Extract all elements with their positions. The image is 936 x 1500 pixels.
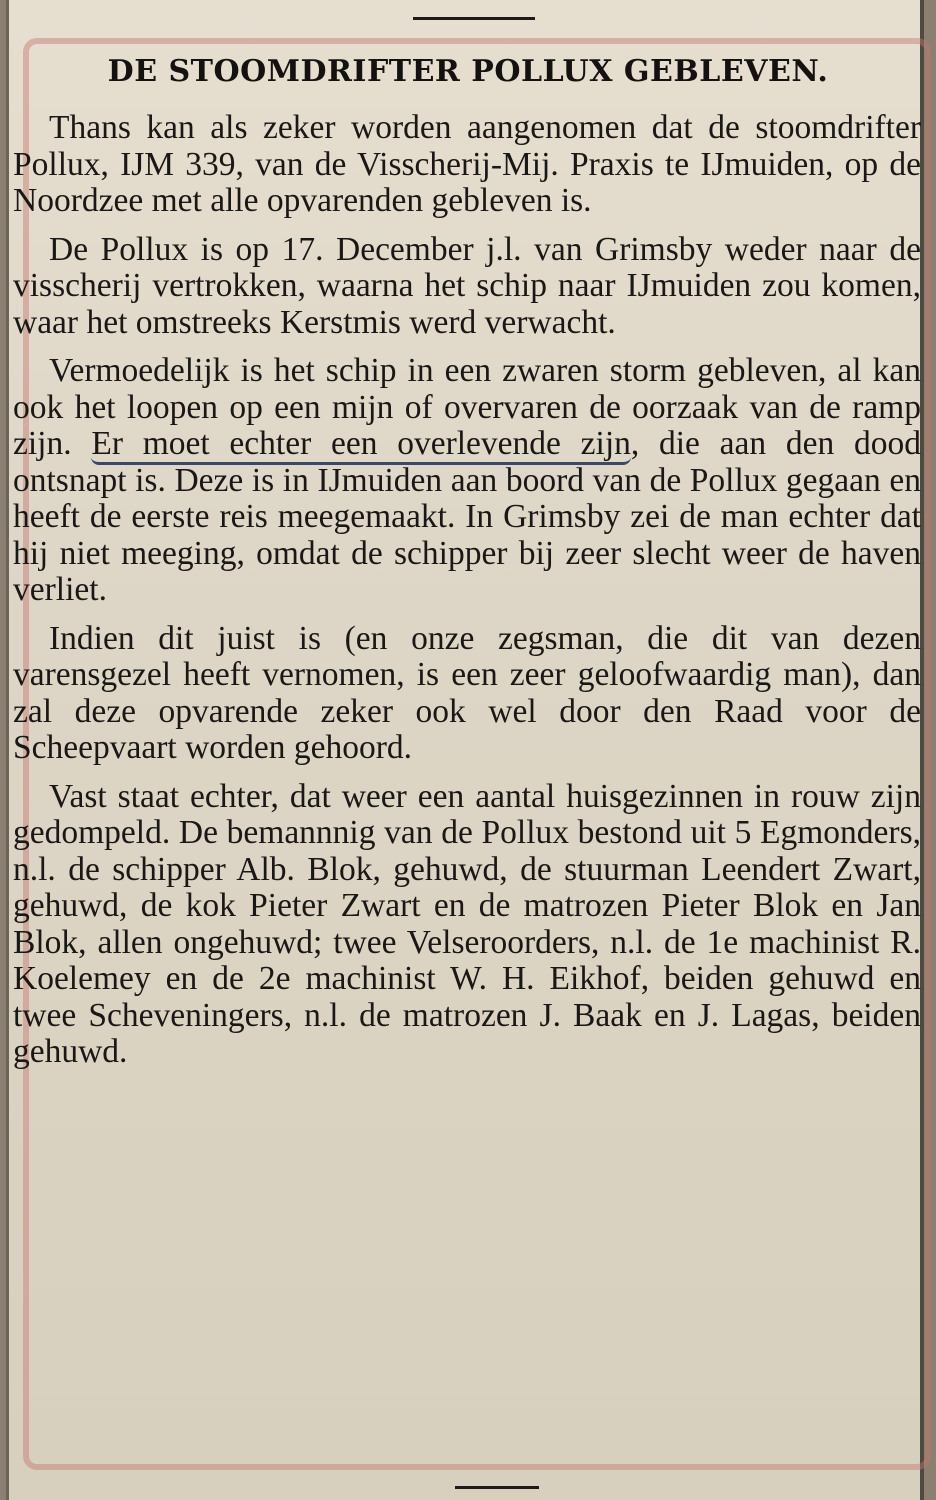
headline: DE STOOMDRIFTER POLLUX GEBLEVEN.: [107, 54, 829, 89]
article-body: [13, 110, 921, 1071]
paragraph-3-end: , die aan den dood ontsnapt is. Deze is in IJmuiden aan boord van de Pollux gegaan en heeft de eerste reis meegemaakt. In Grimsby zei de man echter dat hij niet meeging, omdat de schipper bij zeer slecht weer de haven verliet.: [13, 425, 921, 608]
paragraph-4: Indien dit juist is (en onze zegsman, die dit van dezen varensgezel heeft vernomen, is een zeer geloofwaardig man), dan zal deze opvarende zeker ook wel door den Raad voor de Scheepvaart worden gehoord.: [13, 619, 921, 766]
paragraph-3-start: Vermoedelijk is het schip in een zwaren storm gebleven, al kan ook het loopen op een mijn of overvaren de oorzaak van de ramp zijn.: [13, 352, 921, 462]
underlined-phrase: Er moet echter een overlevende zijn: [91, 425, 631, 465]
paragraph-2: De Pollux is op 17. December j.l. van Grimsby weder naar de visscherij vertrokken, waarna het schip naar IJmuiden zou komen, waar het omstreeks Kerstmis werd verwacht.: [13, 230, 921, 341]
paragraph-3: [13, 353, 921, 609]
newspaper-clipping: [6, 0, 924, 1500]
top-rule: [413, 17, 535, 20]
paragraph-5: Vast staat echter, dat weer een aantal huisgezinnen in rouw zijn gedompeld. De bemannnig van de Pollux bestond uit 5 Egmonders, n.l. de schipper Alb. Blok, gehuwd, de stuurman Leendert Zwart, gehuwd, de kok Pieter Zwart en de matrozen Pieter Blok en Jan Blok, allen ongehuwd; twee Velseroorders, n.l. de 1e machinist R. Koelemey en de 2e machinist W. H. Eikhof, beiden gehuwd en twee Scheveningers, n.l. de matrozen J. Baak en J. Lagas, beiden gehuwd.: [13, 777, 921, 1070]
bottom-rule: [455, 1486, 539, 1489]
paragraph-1: Thans kan als zeker worden aangenomen dat de stoomdrifter Pollux, IJM 339, van de Visscherij-Mij. Praxis te IJmuiden, op de Noordzee met alle opvarenden gebleven is.: [13, 109, 921, 219]
